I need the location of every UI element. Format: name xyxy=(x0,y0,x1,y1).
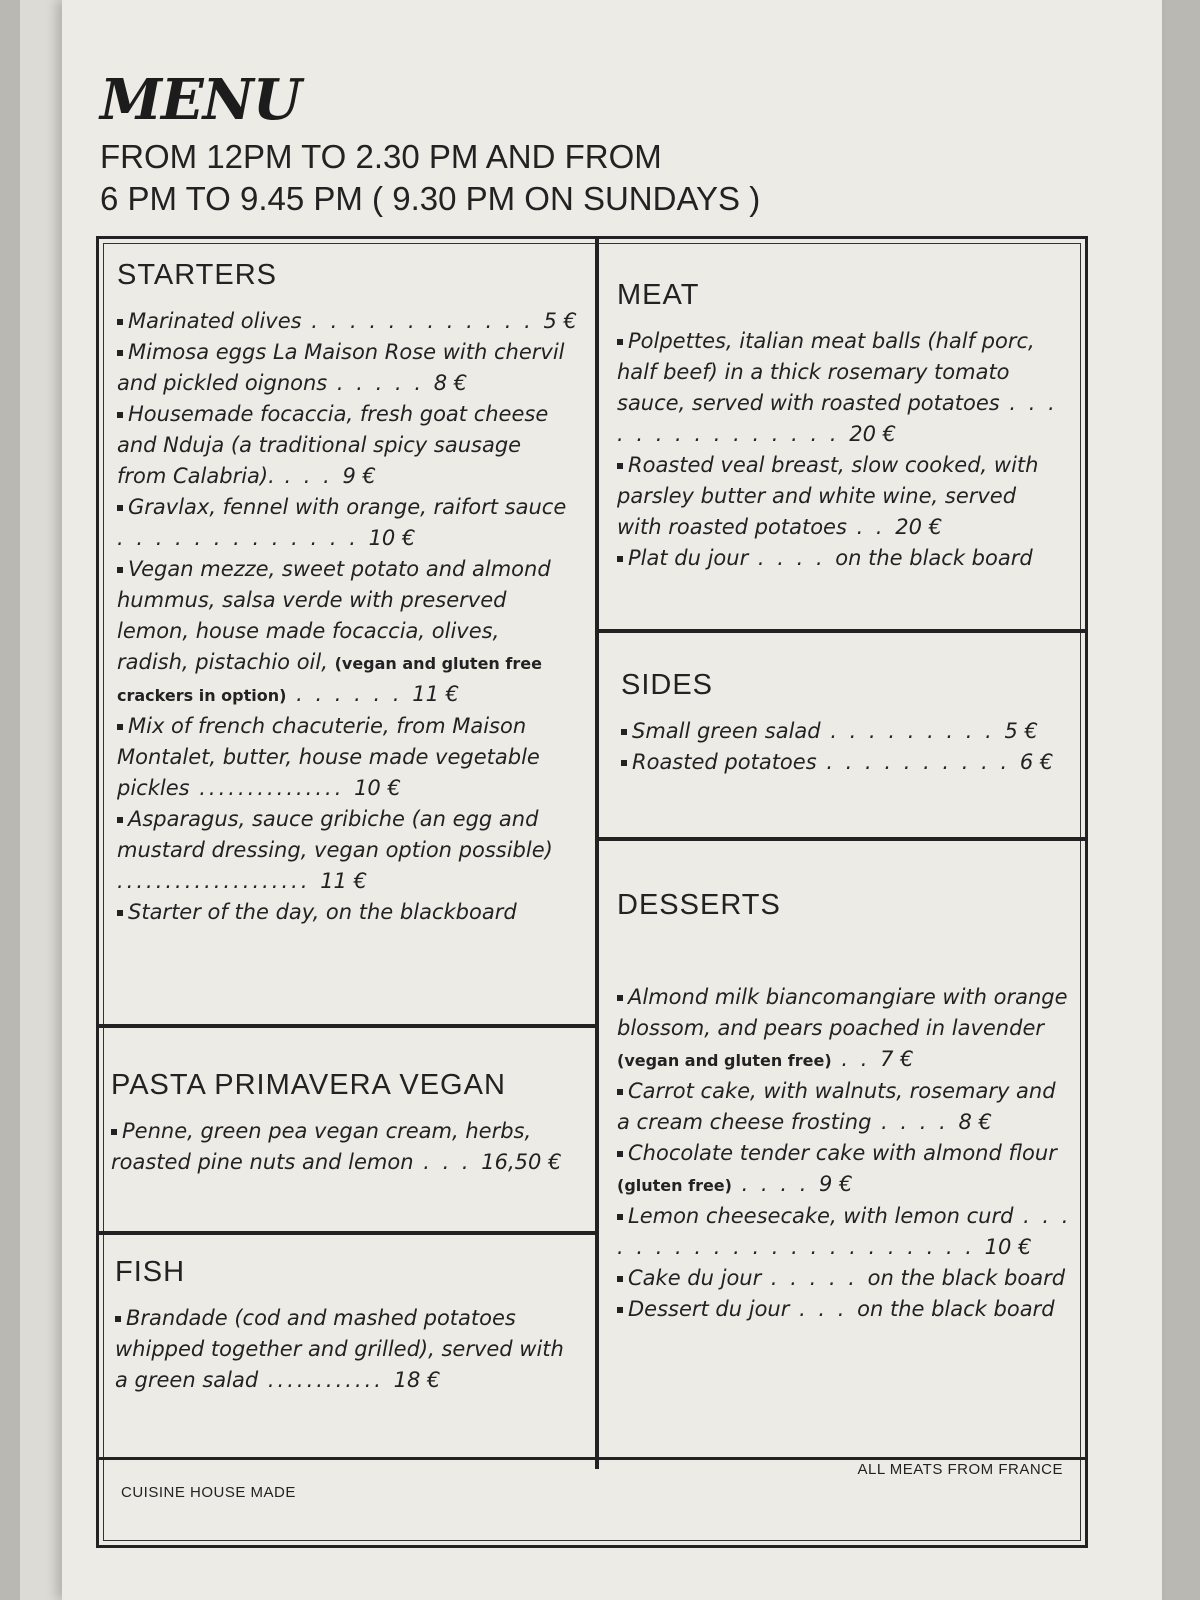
fish-list xyxy=(115,1303,575,1396)
bullet-icon xyxy=(117,350,123,356)
section-heading: MEAT xyxy=(617,279,700,311)
list-item: Lemon cheesecake, with lemon curd . . . . . . . . . . . . . . . . . . . . . . 10 € xyxy=(617,1204,1072,1259)
divider-sides-desserts xyxy=(599,837,1085,841)
list-item: Cake du jour . . . . . on the black board xyxy=(617,1263,1072,1294)
list-item: Gravlax, fennel with orange, raifort sauce . . . . . . . . . . . . . 10 € xyxy=(117,495,567,550)
bullet-icon xyxy=(617,463,623,469)
bullet-icon xyxy=(117,817,123,823)
bullet-icon xyxy=(111,1129,117,1135)
sides-list xyxy=(621,716,1061,778)
list-item: Mix of french chacuterie, from Maison Montalet, butter, house made vegetable pickles ............... 10 € xyxy=(117,714,540,800)
footer-meats-origin: ALL MEATS FROM FRANCE xyxy=(857,1461,1063,1478)
list-item: Housemade focaccia, fresh goat cheese and Nduja (a traditional spicy sausage from Calabria). . . . 9 € xyxy=(117,402,549,488)
bullet-icon xyxy=(617,995,623,1001)
section-pasta xyxy=(111,1069,581,1178)
list-item: Roasted veal breast, slow cooked, with parsley butter and white wine, served with roasted potatoes . . 20 € xyxy=(617,453,1039,539)
bullet-icon xyxy=(117,412,123,418)
section-heading: STARTERS xyxy=(117,259,278,291)
section-heading: SIDES xyxy=(621,669,714,701)
opening-hours xyxy=(100,136,760,220)
list-item: Starter of the day, on the blackboard xyxy=(117,897,577,928)
footer-divider xyxy=(99,1457,1085,1460)
hours-line-1: FROM 12PM TO 2.30 PM AND FROM xyxy=(100,138,662,175)
section-meat xyxy=(617,279,1067,574)
list-item: Carrot cake, with walnuts, rosemary and a cream cheese frosting . . . . 8 € xyxy=(617,1079,1056,1134)
section-heading: DESSERTS xyxy=(617,889,781,921)
list-item: Almond milk biancomangiare with orange blossom, and pears poached in lavender (vegan and gluten free) . . 7 € xyxy=(617,985,1068,1071)
bullet-icon xyxy=(617,1276,623,1282)
list-item: Asparagus, sauce gribiche (an egg and mustard dressing, vegan option possible) .................... 11 € xyxy=(117,807,553,893)
bullet-icon xyxy=(617,1151,623,1157)
section-sides xyxy=(621,669,1061,778)
list-item: Small green salad . . . . . . . . . 5 € xyxy=(621,716,1061,747)
desserts-list xyxy=(617,982,1072,1325)
list-item: Roasted potatoes . . . . . . . . . . 6 € xyxy=(621,747,1061,778)
bullet-icon xyxy=(617,1089,623,1095)
bullet-icon xyxy=(617,556,623,562)
section-fish xyxy=(115,1256,575,1396)
list-item: Penne, green pea vegan cream, herbs, roasted pine nuts and lemon . . . 16,50 € xyxy=(111,1119,562,1174)
bullet-icon xyxy=(115,1316,121,1322)
pasta-list xyxy=(111,1116,581,1178)
footer-house-made: CUISINE HOUSE MADE xyxy=(121,1484,296,1501)
bullet-icon xyxy=(621,729,627,735)
bullet-icon xyxy=(117,319,123,325)
section-heading: PASTA PRIMAVERA VEGAN xyxy=(111,1069,506,1101)
list-item: Dessert du jour . . . on the black board xyxy=(617,1294,1072,1325)
section-desserts xyxy=(617,889,1072,1325)
list-item: Chocolate tender cake with almond flour (gluten free) . . . . 9 € xyxy=(617,1141,1057,1196)
list-item: Brandade (cod and mashed potatoes whipped together and grilled), served with a green salad ............ 18 € xyxy=(115,1306,564,1392)
hours-line-2: 6 PM TO 9.45 PM ( 9.30 PM ON SUNDAYS ) xyxy=(100,180,761,217)
list-item: Mimosa eggs La Maison Rose with chervil and pickled oignons . . . . . 8 € xyxy=(117,340,565,395)
list-item: Vegan mezze, sweet potato and almond hummus, salsa verde with preserved lemon, house made focaccia, olives, radish, pistachio oil, (vegan and gluten free crackers in option) . . . . . . 11 € xyxy=(117,557,551,706)
bullet-icon xyxy=(117,724,123,730)
meat-list xyxy=(617,326,1067,574)
bullet-icon xyxy=(617,1214,623,1220)
bullet-icon xyxy=(117,567,123,573)
list-item: Polpettes, italian meat balls (half porc, half beef) in a thick rosemary tomato sauce, served with roasted potatoes . . . . . . . . . . . . . . . 20 € xyxy=(617,329,1058,446)
bullet-icon xyxy=(621,760,627,766)
bullet-icon xyxy=(117,910,123,916)
divider-pasta-fish xyxy=(99,1231,595,1235)
section-starters xyxy=(117,259,577,928)
menu-frame xyxy=(96,236,1088,1548)
bullet-icon xyxy=(117,505,123,511)
column-divider xyxy=(595,239,599,1469)
divider-starters-pasta xyxy=(99,1024,595,1028)
bullet-icon xyxy=(617,1307,623,1313)
starters-list xyxy=(117,306,577,928)
bullet-icon xyxy=(617,339,623,345)
list-item: Marinated olives . . . . . . . . . . . . 5 € xyxy=(117,306,577,337)
section-heading: FISH xyxy=(115,1256,186,1288)
list-item: Plat du jour . . . . on the black board xyxy=(617,543,1067,574)
menu-title: MENU xyxy=(100,67,301,133)
divider-meat-sides xyxy=(599,629,1085,633)
